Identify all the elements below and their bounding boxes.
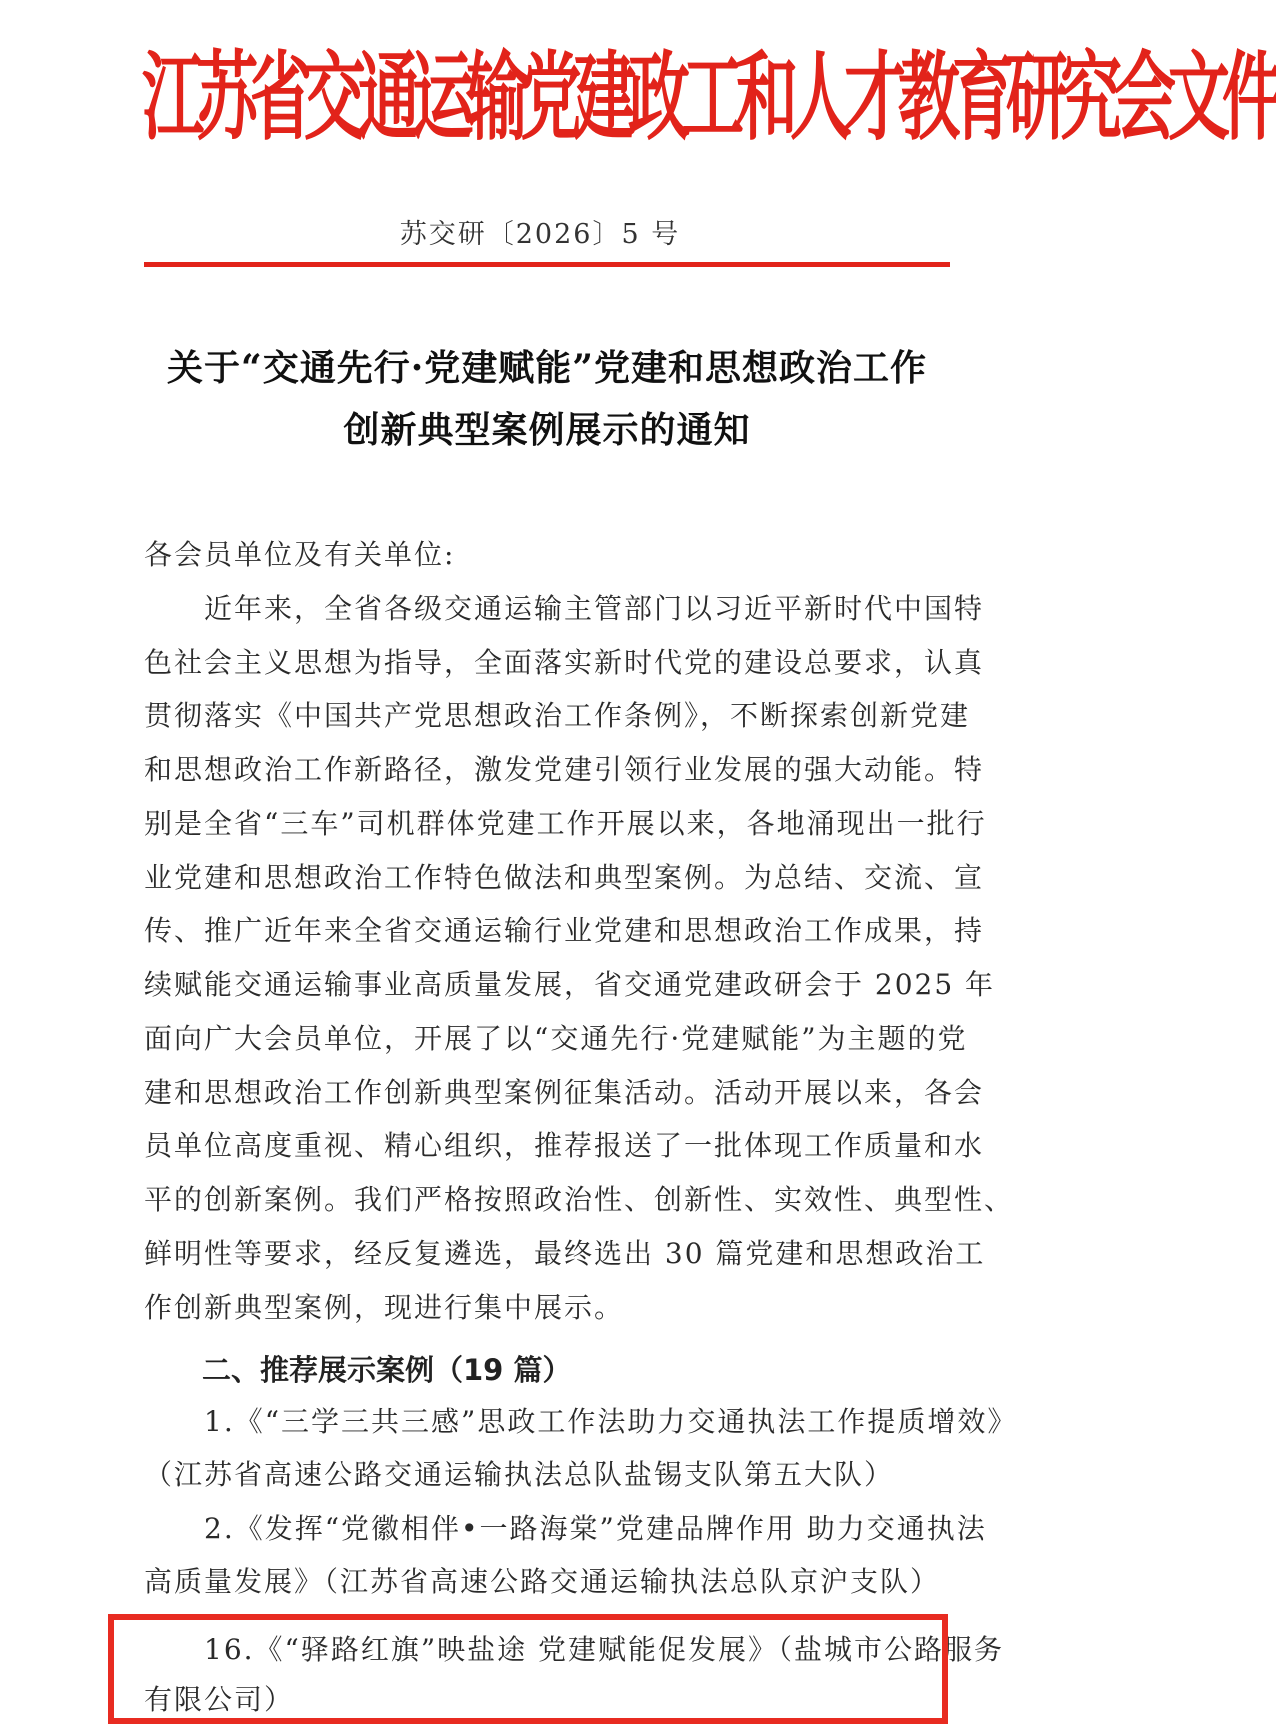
paragraph-line: 建和思想政治工作创新典型案例征集活动。活动开展以来，各会 [144,1076,985,1109]
paragraph-line: 员单位高度重视、精心组织，推荐报送了一批体现工作质量和水 [144,1129,985,1162]
paragraph-line: 传、推广近年来全省交通运输行业党建和思想政治工作成果，持 [144,914,985,947]
paragraph-line: 别是全省“三车”司机群体党建工作开展以来，各地涌现出一批行 [144,807,987,840]
case-item-2-org: 高质量发展》（江苏省高速公路交通运输执法总队京沪支队） [144,1565,941,1598]
paragraph-line: 和思想政治工作新路径，激发党建引领行业发展的强大动能。特 [144,753,985,786]
paragraph-line: 作创新典型案例，现进行集中展示。 [144,1291,625,1324]
case-item-1-title: 1.《“三学三共三感”思政工作法助力交通执法工作提质增效》 [144,1405,1018,1438]
case-item-16-title: 16.《“驿路红旗”映盐途 党建赋能促发展》（盐城市公路服务 [144,1633,1005,1666]
header-divider [144,262,950,267]
notice-title-line-2: 创新典型案例展示的通知 [343,409,751,451]
case-item-1-org: （江苏省高速公路交通运输执法总队盐锡支队第五大队） [144,1458,895,1491]
paragraph-line: 鲜明性等要求，经反复遴选，最终选出 30 篇党建和思想政治工 [144,1237,986,1270]
paragraph-line: 贯彻落实《中国共产党思想政治工作条例》，不断探索创新党建 [144,699,971,732]
paragraph-line: 色社会主义思想为指导，全面落实新时代党的建设总要求，认真 [144,646,985,679]
case-item-2-title: 2.《发挥“党徽相伴•一路海棠”党建品牌作用 助力交通执法 [144,1512,987,1545]
section-heading: 二、推荐展示案例（19 篇） [202,1353,572,1387]
salutation: 各会员单位及有关单位: [144,538,456,571]
paragraph-line: 面向广大会员单位，开展了以“交通先行·党建赋能”为主题的党 [144,1022,968,1055]
paragraph-line: 续赋能交通运输事业高质量发展，省交通党建政研会于 2025 年 [144,968,996,1001]
notice-title-line-1: 关于“交通先行·党建赋能”党建和思想政治工作 [167,347,927,389]
document-number: 苏交研〔2026〕5 号 [399,219,681,250]
paragraph-line: 近年来，全省各级交通运输主管部门以习近平新时代中国特 [144,592,985,625]
paragraph-line: 平的创新案例。我们严格按照政治性、创新性、实效性、典型性、 [144,1183,1015,1216]
document-header-title: 江苏省交通运输党建政工和人才教育研究会文件 [142,40,1276,154]
highlight-box [108,1614,1005,1724]
paragraph-line: 业党建和思想政治工作特色做法和典型案例。为总结、交流、宣 [144,861,985,894]
case-item-16-org: 有限公司） [144,1683,295,1716]
